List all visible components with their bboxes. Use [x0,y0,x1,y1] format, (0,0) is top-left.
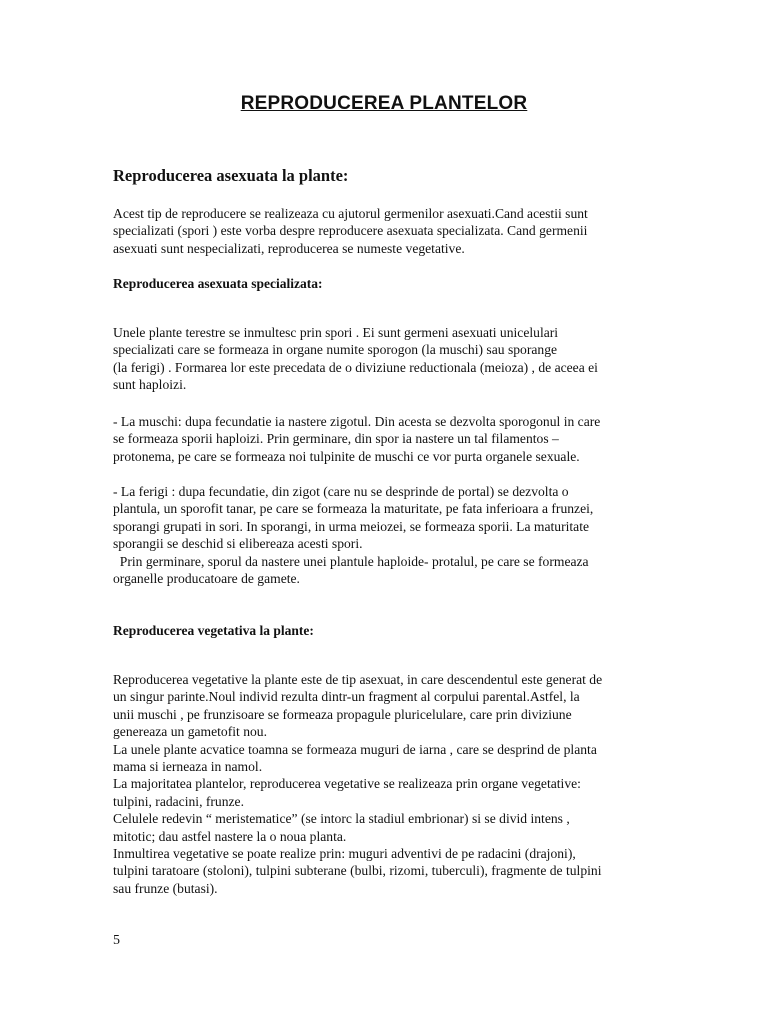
text-line: protonema, pe care se formeaza noi tulpinite de muschi ce vor purta organele sexuale. [113,448,580,464]
section-heading-asexual: Reproducerea asexuata la plante: [113,166,349,185]
text-line: - La ferigi : dupa fecundatie, din zigot (care nu se desprinde de portal) se dezvolta o [113,484,569,499]
text-line: unii muschi , pe frunzisoare se formeaza propagule pluricelulare, care prin diviziune [113,706,572,722]
text-line: sau frunze (butasi). [113,880,218,896]
text-line: Unele plante terestre se inmultesc prin spori . Ei sunt germeni asexuati unicelulari [113,325,559,340]
paragraph-vegetative [113,671,658,897]
text-line: Acest tip de reproducere se realizeaza cu ajutorul germenilor asexuati.Cand acestii sunt [113,206,588,221]
text-line: specializati (spori ) este vorba despre reproducere asexuata specializata. Cand germenii [113,223,588,239]
text-line: Reproducerea vegetative la plante este de tip asexuat, in care descendentul este generat de [113,672,603,687]
page-title: REPRODUCEREA PLANTELOR [240,93,528,114]
section-heading-specialized: Reproducerea asexuata specializata: [113,276,323,291]
text-line: tulpini, radacini, frunze. [113,793,244,809]
paragraph-mosses [113,413,658,465]
text-line: se formeaza sporii haploizi. Prin germinare, din spor ia nastere un tal filamentos – [113,431,559,447]
paragraph-intro [113,205,658,257]
text-line: (la ferigi) . Formarea lor este precedata de o diviziune reductionala (meioza) , de aceea ei [113,359,598,375]
text-line: genereaza un gametofit nou. [113,724,267,740]
text-line: - La muschi: dupa fecundatie ia nastere zigotul. Din acesta se dezvolta sporogonul in care [113,414,601,429]
text-line: organelle producatoare de gamete. [113,571,300,587]
section-heading-vegetative: Reproducerea vegetativa la plante: [113,623,314,638]
text-line: Celulele redevin “ meristematice” (se intorc la stadiul embrionar) si se divid intens , [113,811,570,827]
paragraph-spores [113,324,658,394]
text-line: asexuati sunt nespecializati, reproducerea se numeste vegetative. [113,240,465,256]
text-line: La unele plante acvatice toamna se formeaza muguri de iarna , care se desprind de planta [113,741,597,757]
text-line: Inmultirea vegetative se poate realize prin: muguri adventivi de pe radacini (drajoni), [113,846,576,862]
page-number: 5 [113,933,120,948]
text-line: tulpini taratoare (stoloni), tulpini subterane (bulbi, rizomi, tuberculi), fragmente de tulpini [113,863,602,879]
paragraph-ferns [113,483,658,587]
text-line: sporangi grupati in sori. In sporangi, in urma meiozei, se formeaza sporii. La maturitate [113,518,590,534]
text-line: sporangii se deschid si elibereaza acesti spori. [113,536,363,552]
text-line: La majoritatea plantelor, reproducerea vegetative se realizeaza prin organe vegetative: [113,776,581,792]
text-line: sunt haploizi. [113,377,187,393]
text-line: Prin germinare, sporul da nastere unei plantule haploide- protalul, pe care se formeaza [113,553,589,569]
text-line: specializati care se formeaza in organe numite sporogon (la muschi) sau sporange [113,342,558,358]
text-line: mitotic; dau astfel nastere la o noua planta. [113,828,347,844]
text-line: un singur parinte.Noul individ rezulta dintr-un fragment al corpului parental.Astfel, la [113,689,580,705]
text-line: mama si ierneaza in namol. [113,759,263,775]
text-line: plantula, un sporofit tanar, pe care se formeaza la maturitate, pe fata inferioara a frunzei, [113,501,594,517]
